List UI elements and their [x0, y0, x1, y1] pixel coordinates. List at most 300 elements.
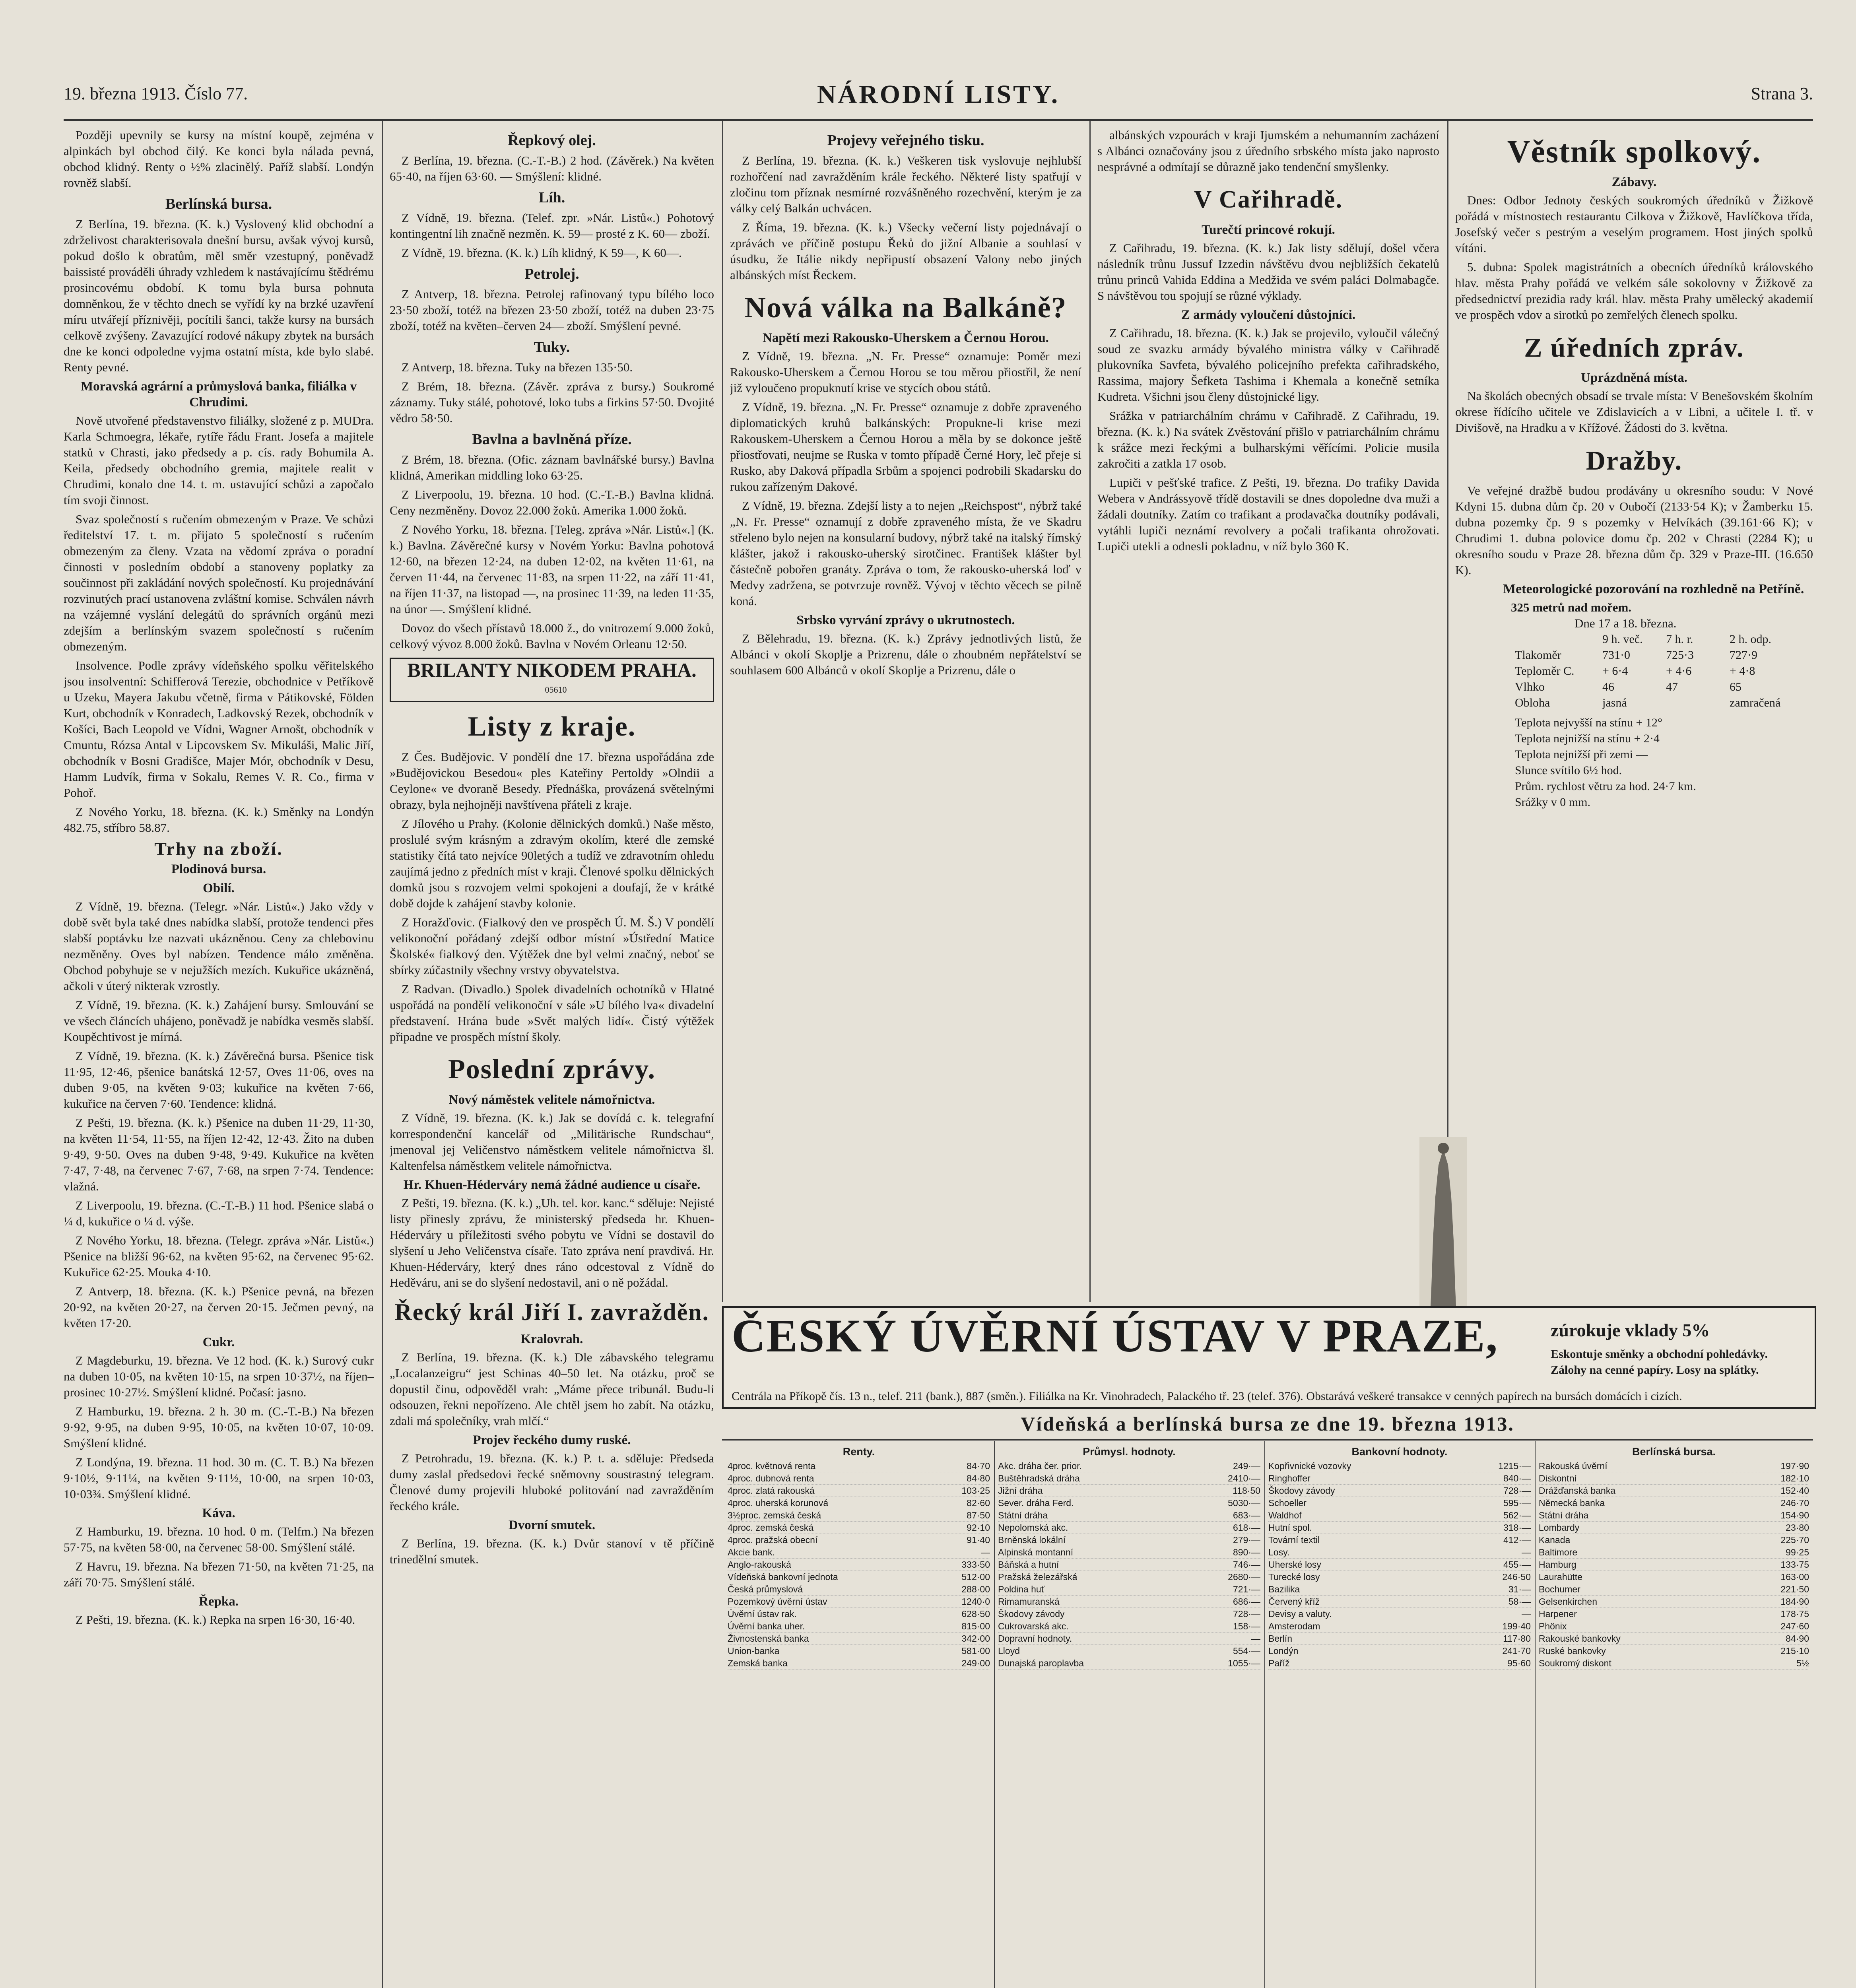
- bourse-security-name: Drážďanská banka: [1539, 1485, 1616, 1496]
- bourse-row: [1268, 1657, 1531, 1670]
- bourse-security-name: Buštěhradská dráha: [998, 1473, 1080, 1483]
- bourse-security-name: Anglo-rakouská: [728, 1559, 791, 1570]
- column-divider: [1447, 121, 1448, 1302]
- bourse-security-name: Poldina huť: [998, 1584, 1045, 1594]
- bourse-price: 279·—: [1233, 1535, 1260, 1545]
- bourse-row: [1268, 1472, 1531, 1485]
- bourse-security-name: Červený kříž: [1268, 1596, 1320, 1607]
- article-paragraph: Z Nového Yorku, 18. března. (K. k.) Směnky na Londýn 482.75, stříbro 58.87.: [64, 805, 374, 835]
- article-paragraph: Z Pešti, 19. března. (K. k.) Repka na srpen 16·30, 16·40.: [76, 1613, 355, 1627]
- article-paragraph: Z Cařihradu, 19. března. (K. k.) Jak listy sdělují, došel včera následník trůnu Jussuf Izzedin návštěvu dvou nejbližších čekatelů trůnu princů Vahida Eddina a Medžida ve svém paláci Dolmabagče. S návštěvou tou spojují se různé výklady.: [1097, 241, 1439, 303]
- weather-note: Srážky v 0 mm.: [1515, 796, 1590, 809]
- bourse-security-name: Škodovy závody: [998, 1609, 1065, 1619]
- bourse-security-name: 3½proc. zemská česká: [728, 1510, 821, 1520]
- article-paragraph: Svaz společností s ručením obmezeným v Praze. Ve schůzi ředitelství 17. t. m. přijato 5 společností s ručením obmezeným za členy. Vzata na vědomí zpráva o poradní činnosti v posledním období a stanoveny poplatky za součinnost při zakládání nových společností. Ku projednávání rozvinutých prací ustanovena zvláštní komise. Schválen návrh na vzájemné vyslání delegátů do správních orgánů mezi zdejším a berlínským svazem společností s ručením obmezeným.: [64, 512, 374, 653]
- bourse-security-name: Turecké losy: [1268, 1572, 1320, 1582]
- article-paragraph: Z Bělehradu, 19. března. (K. k.) Zprávy jednotlivých listů, že Albánci v okolí Skoplje a Prizrenu, dále o zhoubném nepřátelství se souhlasem 600 Albánců v okolí Skoplje a Prizrenu, dále o: [730, 631, 1081, 677]
- bourse-price: 1215·—: [1498, 1461, 1531, 1471]
- article-paragraph: Z Pešti, 19. března. (K. k.) „Uh. tel. kor. kanc.“ sděluje: Nejisté listy přinesly zprávu, že ministerský předseda hr. Khuen-Héderváry u příležitosti svého pobytu ve Vídni se dostavil do slyšení u Jeho Veličenstva císaře. Tato zpráva není pravdivá. Hr. Khuen-Héderváry, který dnes ráno odcestoval z Vídně do Heděváru, ani se do slyšení nedostavil, ani o ně požádal.: [390, 1196, 714, 1289]
- article-paragraph: Z Cařihradu, 18. března. (K. k.) Jak se projevilo, vyloučil válečný soud ze svazku armády bývalého ministra války v Cařihradě plukovníka Savfeta, bývalého policejního prefekta cařihradského, Rassima, majory Šefketa Tashima i Khemala a konečně setníka Kudreta. Všichni jsou členy důstojnické ligy.: [1097, 326, 1439, 404]
- bourse-price: 1240·0: [961, 1596, 990, 1607]
- article-paragraph: Nově utvořené představenstvo filiálky, složené z p. MUDra. Karla Schmoegra, lékaře, rytíře řádu Frant. Josefa a majitele statků v Chrasti, jako předsedy a p. cís. rady Bohumila A. Keila, předsedy obchodního gremia, majitele realit v Chrudimi, konalo dne 14. t. m. ustavující schůzi a započalo tím svoji činnost.: [64, 414, 374, 507]
- bourse-security-name: Laurahütte: [1539, 1572, 1582, 1582]
- article-paragraph: Z Pešti, 19. března. (K. k.) Pšenice na duben 11·29, 11·30, na květen 11·54, 11·55, na říjen 12·42, 12·43. Žito na duben 9·49, 9·50. Oves na duben 9·48, 9·49. Kukuřice na květen 7·47, 7·48, na červenec 7·67, 7·68, na srpen 7·74. Tendence: vlažná.: [64, 1116, 374, 1193]
- article-paragraph: Z Brém, 18. března. (Závěr. zpráva z bursy.) Soukromé záznamy. Tuky stálé, pohotové, loko tubs a firkins 57·50. Dvojité vědro 58·50.: [390, 379, 714, 425]
- bourse-rows: [998, 1460, 1260, 1670]
- bourse-row: [998, 1559, 1260, 1571]
- bourse-price: 728·—: [1233, 1609, 1260, 1619]
- bourse-security-name: Německá banka: [1539, 1498, 1605, 1508]
- bourse-security-name: 4proc. pražská obecní: [728, 1535, 818, 1545]
- bourse-row: [1268, 1485, 1531, 1497]
- column-divider: [1089, 121, 1091, 1302]
- banner-title: ČESKÝ ÚVĚRNÍ ÚSTAV V PRAZE,: [732, 1310, 1499, 1362]
- bourse-price: 840·—: [1503, 1473, 1531, 1483]
- bourse-price: 241·70: [1502, 1646, 1531, 1656]
- newspaper-title: NÁRODNÍ LISTY.: [817, 80, 1060, 109]
- bourse-price: 87·50: [967, 1510, 990, 1520]
- bourse-row: [1268, 1509, 1531, 1522]
- article-paragraph: Z Liverpoolu, 19. března. (C.-T.-B.) 11 hod. Pšenice slabá o ¼ d, kukuřice o ¼ d. výše.: [64, 1198, 374, 1228]
- bourse-row: [1539, 1596, 1809, 1608]
- article-paragraph: Z Londýna, 19. března. 11 hod. 30 m. (C. T. B.) Na březen 9·10½, 9·11¼, na květen 9·11½, 10·00, na srpen 10·03, 10·03¾. Smýšlení klidné.: [64, 1455, 374, 1501]
- section-heading: Berlínská bursa.: [165, 196, 272, 212]
- bourse-security-name: Soukromý diskont: [1539, 1658, 1611, 1668]
- bourse-security-name: Bazilika: [1268, 1584, 1300, 1594]
- ad-text: BRILANTY NIKODEM PRAHA.: [407, 659, 697, 681]
- bourse-security-name: Vídeňská bankovní jednota: [728, 1572, 838, 1582]
- bourse-security-name: Amsterodam: [1268, 1621, 1320, 1631]
- bourse-row: [728, 1633, 990, 1645]
- bourse-row: [998, 1497, 1260, 1509]
- bourse-price: 84·80: [967, 1473, 990, 1483]
- weather-note: Teplota nejnižší na stínu + 2·4: [1515, 732, 1660, 745]
- weather-date: Dne 17 a 18. března.: [1574, 616, 1677, 630]
- article-paragraph: Z Antverp, 18. března. (K. k.) Pšenice pevná, na březen 20·92, na květen 20·27, na červen 20·15. Ječmen pevný, na květen 17·20.: [64, 1284, 374, 1330]
- bourse-price: 728·—: [1503, 1485, 1531, 1496]
- bourse-security-name: Státní dráha: [1539, 1510, 1589, 1520]
- bourse-security-name: Paříž: [1268, 1658, 1290, 1668]
- weather-hour: 2 h. odp.: [1730, 633, 1771, 646]
- bourse-price: 182·10: [1780, 1473, 1809, 1483]
- bourse-row: [1539, 1460, 1809, 1472]
- bourse-security-name: Lloyd: [998, 1646, 1020, 1656]
- article-paragraph: Z Jílového u Prahy. (Kolonie dělnických domků.) Naše město, proslulé svým krásným a zdravým okolím, které dle zemské statistiky čítá tato nejvíce 90letých a tudíž ve zdravotním ohledu zaujímá jedno z předních míst v kraji. Členové spolku dělnických domků jsou s rozvojem velmi spokojeni a doufají, že v krátké době dojde k zahájení stavby kolonie.: [390, 817, 714, 910]
- bourse-row: [1539, 1534, 1809, 1546]
- section-heading: Řecký král Jiří I. zavražděn.: [394, 1299, 709, 1325]
- bourse-row: [728, 1546, 990, 1559]
- article-paragraph: Z Vídně, 19. března. (K. k.) Jak se dovídá c. k. telegrafní korrespondenční kancelář od „Militärische Rundschau“, jmenoval jej Veličenstvo náměstkem velitele námořnictva šl. Kaltenfelsa náměstkem velitele námořnictva.: [390, 1111, 714, 1173]
- bourse-security-name: Schoeller: [1268, 1498, 1307, 1508]
- bourse-price: 215·10: [1780, 1646, 1809, 1656]
- bourse-row: [728, 1522, 990, 1534]
- bourse-row: [1539, 1559, 1809, 1571]
- bourse-price: 333·50: [961, 1559, 990, 1570]
- weather-row: Obloha jasná zamračená: [1515, 696, 1781, 709]
- bourse-column-heading: Berlínská bursa.: [1632, 1446, 1716, 1458]
- bourse-row: [998, 1645, 1260, 1657]
- bourse-row: [728, 1596, 990, 1608]
- bourse-price: 746·—: [1233, 1559, 1260, 1570]
- bourse-row: [1539, 1485, 1809, 1497]
- issue-date: 19. března 1913. Číslo 77.: [64, 84, 248, 103]
- bourse-security-name: Úvěrní banka uher.: [728, 1621, 805, 1631]
- bourse-price: 288·00: [961, 1584, 990, 1594]
- article-paragraph: Z Berlína, 19. března. (C.-T.-B.) 2 hod. (Závěrek.) Na květen 65·40, na říjen 63·60. — Smýšlení: klidné.: [390, 153, 714, 183]
- bourse-row: [1539, 1571, 1809, 1583]
- banner-line: Zálohy na cenné papíry. Losy na splátky.: [1551, 1363, 1759, 1376]
- weather-hours-row: [1515, 631, 1813, 647]
- bourse-security-name: Uherské losy: [1268, 1559, 1321, 1570]
- bourse-column-renty: [728, 1443, 990, 1988]
- bourse-security-name: Lombardy: [1539, 1522, 1580, 1533]
- bourse-row: [728, 1472, 990, 1485]
- article-heading: Projev řeckého dumy ruské.: [473, 1433, 631, 1447]
- section-subheading: Cukr.: [202, 1335, 235, 1349]
- bourse-price: 5030·—: [1228, 1498, 1260, 1508]
- weather-heading: Meteorologické pozorování na rozhledně na Petříně.: [1503, 582, 1804, 596]
- bourse-price: 82·60: [967, 1498, 990, 1508]
- column-2: [390, 127, 714, 1988]
- article-heading: Dvorní smutek.: [508, 1518, 596, 1532]
- bourse-row: [998, 1485, 1260, 1497]
- bourse-row: [1539, 1472, 1809, 1485]
- bourse-price: 249·00: [961, 1658, 990, 1668]
- bourse-security-name: Phönix: [1539, 1621, 1567, 1631]
- bourse-row: [728, 1620, 990, 1633]
- bourse-security-name: Devisy a valuty.: [1268, 1609, 1332, 1619]
- bourse-price: 199·40: [1502, 1621, 1531, 1631]
- bourse-price: 103·25: [961, 1485, 990, 1496]
- bourse-price: 455·—: [1503, 1559, 1531, 1570]
- article-paragraph: Z Vídně, 19. března. „N. Fr. Presse“ oznamuje: Poměr mezi Rakousko-Uherskem a Černou Horou se tou měrou přiostřil, že není již vyloučeno propuknutí krise ve stycích obou států.: [730, 349, 1081, 395]
- bourse-price: 58·—: [1508, 1596, 1531, 1607]
- bourse-row: [1539, 1620, 1809, 1633]
- column-divider: [722, 121, 723, 1302]
- section-heading: Líh.: [538, 189, 565, 206]
- article-paragraph: Z Vídně, 19. března. (Telef. zpr. »Nár. Listů«.) Pohotový kontingentní lih značně nezměn. K. 59— prosté z K. 60— zboží.: [390, 211, 714, 241]
- bourse-security-name: 4proc. zemská česká: [728, 1522, 814, 1533]
- bourse-price: 152·40: [1780, 1485, 1809, 1496]
- bourse-price: 2410·—: [1228, 1473, 1260, 1483]
- bourse-row: [728, 1657, 990, 1670]
- section-heading: Listy z kraje.: [468, 711, 636, 742]
- bourse-rows: [1539, 1460, 1809, 1670]
- bourse-security-name: Londýn: [1268, 1646, 1299, 1656]
- column-5: [1455, 127, 1813, 1296]
- banner-footer: Centrála na Příkopě čís. 13 n., telef. 211 (bank.), 887 (směn.). Filiálka na Kr. Vinohradech, Palackého tř. 23 (telef. 376). Obstarává veškeré transakce v cenných papírech na bursách domácích i cizích.: [732, 1390, 1682, 1403]
- bourse-row: [1539, 1645, 1809, 1657]
- bourse-row: [728, 1497, 990, 1509]
- page-number: Strana 3.: [1751, 84, 1813, 103]
- bourse-price: 595·—: [1503, 1498, 1531, 1508]
- article-paragraph: Z Vídně, 19. března. (Telegr. »Nár. Listů«.) Jako vždy v době svět byla také dnes nabídka slabší, protože tendenci přes slabší poptávku lze nazvati ukázněnou. Ceny za chlebovinu nezměněny. Oves byl nabízen. Tendence málo změněna. Obchod pobyhuje se v nejužších mezích. Kukuřice ukázněná, ačkoli v úterý nikterak vzrostly.: [64, 899, 374, 993]
- article-paragraph: Z Nového Yorku, 18. března. (Telegr. zpráva »Nár. Listů«.) Pšenice na bližší 96·62, na květen 95·62, na červenec 95·62. Kukuřice 62·25. Mouka 4·10.: [64, 1233, 374, 1279]
- article-heading: Z armády vyloučení důstojníci.: [1181, 308, 1356, 322]
- weather-hour: 9 h. več.: [1602, 633, 1643, 646]
- bourse-security-name: Brněnská lokální: [998, 1535, 1066, 1545]
- bourse-row: [998, 1596, 1260, 1608]
- bourse-price: —: [981, 1547, 990, 1557]
- bourse-row: [1268, 1571, 1531, 1583]
- weather-note: Slunce svítilo 6½ hod.: [1515, 764, 1622, 777]
- bourse-security-name: Státní dráha: [998, 1510, 1048, 1520]
- section-subheading: Plodinová bursa.: [171, 862, 266, 876]
- bourse-row: [1539, 1633, 1809, 1645]
- article-heading: Hr. Khuen-Héderváry nemá žádné audience u císaře.: [403, 1178, 701, 1192]
- weather-note: Teplota nejvyšší na stínu + 12°: [1515, 716, 1662, 729]
- article-paragraph: Dnes: Odbor Jednoty českých soukromých úředníků v Žižkově pořádá v místnostech restaurantu Cilkova v Žižkově, Havlíčkova třída, Josefský večer s pestrým a veselým programem. Host jiných spolků vítáni.: [1455, 193, 1813, 255]
- bourse-row: [1539, 1546, 1809, 1559]
- bourse-row: [1539, 1522, 1809, 1534]
- bourse-price: —: [1522, 1609, 1531, 1619]
- bourse-price: 221·50: [1780, 1584, 1809, 1594]
- bourse-row: [998, 1608, 1260, 1620]
- bourse-security-name: Tovární textil: [1268, 1535, 1320, 1545]
- bourse-price: —: [1251, 1633, 1260, 1644]
- bourse-price: 686·—: [1233, 1596, 1260, 1607]
- bourse-price: 84·90: [1786, 1633, 1809, 1644]
- table-divider: [994, 1441, 995, 1988]
- bourse-security-name: Bochumer: [1539, 1584, 1580, 1594]
- article-paragraph: Lupiči v pešťské trafice. Z Pešti, 19. března. Do trafiky Davida Webera v Andrássyově třídě dostavili se dnes dopoledne dva muži a žádali doutníky. Zatím co trafikant a prodavačka doutníky podávali, vytáhli lupiči neznámí revolvery a počali trafikanta ohrožovati. Lupiči utekli a odnesli pokladnu, v níž bylo 360 K.: [1097, 476, 1439, 553]
- bourse-price: 95·60: [1507, 1658, 1531, 1668]
- bourse-row: [998, 1509, 1260, 1522]
- bourse-row: [1268, 1497, 1531, 1509]
- article-paragraph: Z Vídně, 19. března. (K. k.) Zahájení bursy. Smlouvání se ve všech článcích uhájeno, poněvadž je nabídka vesměs slabší. Koupěchtivost je mírná.: [64, 998, 374, 1044]
- bourse-price: 342·00: [961, 1633, 990, 1644]
- article-paragraph: Z Berlína, 19. března. (K. k.) Veškeren tisk vyslovuje nejhlubší rozhořčení nad zavražděním krále řeckého. Některé listy spatřují v zločinu tom příznak nesmírné rozvášněného rozechvění, kterým je za války celý Balkán uchvácen.: [730, 153, 1081, 215]
- article-heading: Moravská agrární a průmyslová banka, filiálka v Chrudimi.: [81, 379, 357, 410]
- article-paragraph: Z Hamburku, 19. března. 2 h. 30 m. (C.-T.-B.) Na březen 9·92, 9·95, na duben 9·95, 10·05, na květen 10·07, 10·09. Smýšlení klidné.: [64, 1404, 374, 1450]
- article-paragraph: Na školách obecných obsadí se trvale místa: V Benešovském školním okrese řídícího učitele ve Zdislavicích a v Libni, a učitele I. tř. v Divišově, na Hradku a v Křížové. Žádosti do 3. května.: [1455, 389, 1813, 435]
- article-paragraph: Z Hamburku, 19. března. 10 hod. 0 m. (Telfm.) Na březen 57·75, na květen 58·00, na červenec 58·00. Smýšlení stálé.: [64, 1524, 374, 1554]
- bourse-price: 23·80: [1786, 1522, 1809, 1533]
- bourse-security-name: Nepolomská akc.: [998, 1522, 1068, 1533]
- bourse-row: [728, 1534, 990, 1546]
- bourse-row: [1539, 1583, 1809, 1596]
- bourse-row: [728, 1485, 990, 1497]
- weather-altitude: 325 metrů nad mořem.: [1511, 600, 1632, 614]
- section-heading: V Cařihradě.: [1194, 186, 1343, 213]
- bourse-price: —: [1522, 1547, 1531, 1557]
- bourse-price: 92·10: [967, 1522, 990, 1533]
- section-heading: Nová válka na Balkáně?: [744, 291, 1067, 324]
- bourse-row: [728, 1559, 990, 1571]
- article-paragraph: Z Berlína, 19. března. (K. k.) Vyslovený klid obchodní a zdrželivost charakterisovala dnešní bursu, avšak vývoj kursů, pokud došlo k obratům, měl směr vzestupný, poněvadž baissisté prováděli úhrady vzhledem k nastávajícímu štědrému prosincovému období. K tomu byla bursa pohnuta domněnkou, že v těchto dnech se vyřídí ky na brzké uzavření míru utvářejí příznivěji, pocítili šanci, takže kursy na bursách celkově zvýšeny. Zavazující rodové nákupy zbytek na bursách dne ke konci odpoledne vyjma ostatní místa, kde bylo slabé. Renty pevné.: [64, 217, 374, 374]
- article-paragraph: Z Horažďovic. (Fialkový den ve prospěch Ú. M. Š.) V pondělí velikonoční pořádaný zdejší odbor místní »Ústřední Matice Školské« fialkový den. Výtěžek dne byl velmi značný, neboť se sbírky zúčastnily všechny vrstvy obyvatelstva.: [390, 915, 714, 977]
- bourse-security-name: Báňská a hutní: [998, 1559, 1059, 1570]
- bourse-security-name: Alpinská montanní: [998, 1547, 1074, 1557]
- bourse-price: 178·75: [1780, 1609, 1809, 1619]
- weather-row: Teploměr C. + 6·4 + 4·6 + 4·8: [1515, 664, 1755, 678]
- bourse-security-name: Kopřivnické vozovky: [1268, 1461, 1351, 1471]
- bourse-security-name: Živnostenská banka: [728, 1633, 809, 1644]
- bourse-row: [1268, 1596, 1531, 1608]
- bourse-security-name: Losy.: [1268, 1547, 1290, 1557]
- bourse-row: [998, 1583, 1260, 1596]
- bourse-row: [998, 1460, 1260, 1472]
- bourse-price: 5½: [1796, 1658, 1809, 1668]
- bourse-price: 318·—: [1503, 1522, 1531, 1533]
- column-divider: [382, 121, 383, 1988]
- weather-note: Prům. rychlost větru za hod. 24·7 km.: [1515, 780, 1696, 793]
- bourse-price: 512·00: [961, 1572, 990, 1582]
- article-paragraph: Z Radvan. (Divadlo.) Spolek divadelních ochotníků v Hlatné uspořádá na pondělí velikonoční v sále »U bílého lva« divadelní představení. Hrána bude »Svět malých lidí«. Čistý výtěžek připadne ve prospěch místní školy.: [390, 982, 714, 1044]
- weather-row: Vlhko 46 47 65: [1515, 680, 1741, 693]
- bourse-security-name: Sever. dráha Ferd.: [998, 1498, 1074, 1508]
- bourse-row: [998, 1633, 1260, 1645]
- article-heading: Kralovrah.: [520, 1332, 583, 1346]
- article-paragraph: Z Berlína, 19. března. (K. k.) Dle zábavského telegramu „Localanzeigru“ jest Schinas 40–50 let. Na otázku, proč se dopustil činu, odpověděl vrah: „Máme přece tribunál. Budu-li odsouzen, řekni nepořízeno. Ale chtěl jsem ho zabít. Na otázku, zdali má společníky, vrah mlčí.“: [390, 1350, 714, 1428]
- bourse-security-name: 4proc. květnová renta: [728, 1461, 816, 1471]
- bourse-security-name: Dunajská paroplavba: [998, 1658, 1084, 1668]
- article-paragraph: Z Vídně, 19. března. „N. Fr. Presse“ oznamuje z dobře zpraveného diplomatických kruhů balkánských: Propukne-li krise mezi Rakouskem-Uherskem a Černou Horou a měla by se dokonce ještě přiostřovati, neujme se Ruska v tomto případě Černé Hory, leč přeje si Rusko, aby Daková případla Srbům a spojenci podrobili Skadarsku do rukou zařízeným Dakové.: [730, 400, 1081, 493]
- bourse-security-name: Diskontní: [1539, 1473, 1577, 1483]
- bourse-price: 31·—: [1508, 1584, 1531, 1594]
- ad-number: 05610: [545, 685, 567, 695]
- bourse-security-name: Jižní dráha: [998, 1485, 1043, 1496]
- bourse-row: [1268, 1559, 1531, 1571]
- article-paragraph: Z Čes. Budějovic. V pondělí dne 17. března uspořádána zde »Budějovickou Besedou« ples Kateřiny Pertoldy »Olndii a Ceylone« ve dvoraně Besedy. Přednáška, provázená světelnými obrazy, byla nejhojněji navštívena přáteli z kraje.: [390, 750, 714, 812]
- bourse-price: 225·70: [1780, 1535, 1809, 1545]
- bourse-price: 118·50: [1233, 1485, 1260, 1496]
- article-heading: Napětí mezi Rakousko-Uherskem a Černou Horou.: [763, 331, 1049, 345]
- bourse-row: [998, 1546, 1260, 1559]
- article-paragraph: Z Havru, 19. března. Na březen 71·50, na květen 71·25, na září 70·75. Smýšlení stálé.: [64, 1559, 374, 1589]
- bourse-security-name: Úvěrní ústav rak.: [728, 1609, 797, 1619]
- bourse-price: 618·—: [1233, 1522, 1260, 1533]
- bourse-security-name: Gelsenkirchen: [1539, 1596, 1598, 1607]
- bourse-row: [728, 1460, 990, 1472]
- section-subheading: Zábavy.: [1611, 175, 1657, 189]
- bourse-security-name: Cukrovarská akc.: [998, 1621, 1069, 1631]
- article-paragraph: Z Brém, 18. března. (Ofic. záznam bavlnářské bursy.) Bavlna klidná, Amerikan middling loko 63·25.: [390, 452, 714, 482]
- bourse-security-name: Rakouská úvěrní: [1539, 1461, 1607, 1471]
- section-heading: Trhy na zboží.: [154, 839, 283, 859]
- column-4: [1097, 127, 1439, 1296]
- article-paragraph: albánských vzpourách v kraji Ijumském a nehumanním zacházení s Albánci označovány jsou z úředního srbského místa jako naprosto nesprávné a odmítají se důrazně jako tendenční smyšlenky.: [1097, 128, 1439, 174]
- section-subheading: Řepka.: [199, 1594, 239, 1609]
- article-paragraph: Ve veřejné dražbě budou prodávány u okresního soudu: V Nové Kdyni 15. dubna dům čp. 20 v Oubočí (2133·54 K); v Žamberku 15. dubna pozemky čp. 9 s pozemky v Helvíkách (39.161·66 K); v Chrudimi 1. dubna polovice domu čp. 202 v Chrasti (2284 K); u okresního soudu v Praze 28. března dům čp. 329 v Praze-III. (16.650 K).: [1455, 483, 1813, 577]
- bourse-row: [728, 1608, 990, 1620]
- bourse-security-name: Rimamuranská: [998, 1596, 1060, 1607]
- bourse-price: 1055·—: [1228, 1658, 1260, 1668]
- bourse-price: 184·90: [1780, 1596, 1809, 1607]
- bourse-price: 683·—: [1233, 1510, 1260, 1520]
- bourse-security-name: Akc. dráha čer. prior.: [998, 1461, 1082, 1471]
- article-heading: Nový náměstek velitele námořnictva.: [448, 1093, 655, 1107]
- section-subheading: Obilí.: [203, 881, 235, 895]
- bourse-security-name: Škodovy závody: [1268, 1485, 1335, 1496]
- masthead-rule: [64, 119, 1813, 121]
- bourse-row: [1268, 1522, 1531, 1534]
- bourse-security-name: 4proc. uherská korunová: [728, 1498, 829, 1508]
- bourse-security-name: Zemská banka: [728, 1658, 788, 1668]
- bourse-price: 91·40: [967, 1535, 990, 1545]
- bourse-price: 628·50: [961, 1609, 990, 1619]
- article-paragraph: Insolvence. Podle zprávy vídeňského spolku věřitelského jsou insolventní: Schifferová Terezie, obchodnice v Petříkově u Uzeku, Mayera Jakubu včetně, firma v Pátikovské, Földen Kurt, obchodník v Konradech, Ladkovský Rezek, obchodník v Košíci, Bach Leopold ve Vídni, Wagner Arnošt, obchodník v Cmuntu, Rózsa Antal v Lipcovskem Sv. Mikuláši, Malic Jiří, obchodník v Bosni Gradišce, Majer Mór, obchodník v Desu, Hamm Ludvík, firma v Sokalu, Remes V. R. Co., firma v Pohoř.: [64, 658, 374, 800]
- bourse-price: 890·—: [1233, 1547, 1260, 1557]
- bourse-security-name: Pozemkový úvěrní ústav: [728, 1596, 827, 1607]
- bourse-price: 246·70: [1780, 1498, 1809, 1508]
- bourse-row: [1539, 1657, 1809, 1670]
- article-paragraph: Z Antverp, 18. března. Petrolej rafinovaný typu bílého loco 23·50 zboží, totéž na březen 23·50 zboží, totéž na duben 23·75 zboží, totéž na květen–červen 24— zboží. Smýšlení pevné.: [390, 287, 714, 333]
- bourse-row: [1539, 1509, 1809, 1522]
- bourse-price: 721·—: [1233, 1584, 1260, 1594]
- bourse-price: 133·75: [1780, 1559, 1809, 1570]
- bourse-security-name: Baltimore: [1539, 1547, 1578, 1557]
- bourse-price: 2680·—: [1228, 1572, 1260, 1582]
- section-heading: Z úředních zpráv.: [1524, 332, 1744, 363]
- bourse-price: 84·70: [967, 1461, 990, 1471]
- article-paragraph: Z Říma, 19. března. (K. k.) Všecky večerní listy pojednávají o zprávách ve příčině postupu Řeků do jižní Albanie a souhlasí v úsudku, že Itálie nikdy nepřipustí obsazení Valony nebo jiných albánských míst Řeckem.: [730, 220, 1081, 282]
- bourse-security-name: Union-banka: [728, 1646, 780, 1656]
- bourse-rows: [728, 1460, 990, 1670]
- article-paragraph: Později upevnily se kursy na místní koupě, zejména v alpinkách byl obchod čilý. Ke konci byla nálada pevná, obchod klidný. Renty o ½% zlacinělý. Paříž slabší. Londýn rovněž slabší.: [64, 128, 374, 190]
- bourse-row: [728, 1645, 990, 1657]
- banner-line: Eskontuje směnky a obchodní pohledávky.: [1551, 1347, 1768, 1361]
- article-paragraph: Z Antverp, 18. března. Tuky na březen 135·50.: [402, 360, 633, 374]
- bourse-security-name: Ringhoffer: [1268, 1473, 1310, 1483]
- column-3: [730, 127, 1081, 1296]
- bourse-security-name: Waldhof: [1268, 1510, 1302, 1520]
- article-heading: Srbsko vyrvání zprávy o ukrutnostech.: [796, 613, 1015, 627]
- bourse-row: [1268, 1620, 1531, 1633]
- bourse-column-prumysl: [998, 1443, 1260, 1988]
- bourse-column-heading: Renty.: [843, 1446, 875, 1458]
- bourse-price: 154·90: [1780, 1510, 1809, 1520]
- article-paragraph: Srážka v patriarchálním chrámu v Cařihradě. Z Cařihradu, 19. března. (K. k.) Na svátek Zvěstování přišlo v patriarchálním chrámu k srážce mezi řeckými a bulharskými věřícími. Policie musila zakročiti a zatkla 17 osob.: [1097, 409, 1439, 470]
- masthead: [64, 80, 1813, 115]
- column-1: [64, 127, 374, 1988]
- section-heading: Věstník spolkový.: [1507, 134, 1761, 169]
- bourse-security-name: Harpener: [1539, 1609, 1577, 1619]
- bourse-security-name: Pražská železářská: [998, 1572, 1077, 1582]
- bourse-row: [1268, 1608, 1531, 1620]
- bourse-price: 815·00: [961, 1621, 990, 1631]
- article-paragraph: Z Berlína, 19. března. (K. k.) Dvůr stanoví v tě příčině trinedělní smutek.: [390, 1536, 714, 1566]
- bourse-row: [998, 1522, 1260, 1534]
- bourse-price: 581·00: [961, 1646, 990, 1656]
- bourse-security-name: 4proc. dubnová renta: [728, 1473, 814, 1483]
- bourse-price: 117·80: [1503, 1633, 1531, 1644]
- bourse-column-heading: Průmysl. hodnoty.: [1083, 1446, 1176, 1458]
- weather-note: Teplota nejnižší při zemi —: [1515, 748, 1648, 761]
- bourse-row: [728, 1509, 990, 1522]
- bourse-column-heading: Bankovní hodnoty.: [1351, 1446, 1448, 1458]
- bourse-row: [1268, 1546, 1531, 1559]
- banner-rate: zúrokuje vklady 5%: [1551, 1320, 1710, 1340]
- bourse-price: 412·—: [1503, 1535, 1531, 1545]
- bourse-price: 246·50: [1502, 1572, 1531, 1582]
- section-heading: Řepkový olej.: [508, 132, 596, 149]
- bank-advertisement-banner: [722, 1306, 1816, 1409]
- section-heading: Petrolej.: [524, 266, 579, 282]
- bourse-row: [998, 1657, 1260, 1670]
- article-paragraph: Z Vídně, 19. března. (K. k.) Závěrečná bursa. Pšenice tisk 11·95, 12·46, pšenice banátská 12·57, Oves 11·06, oves na duben 9·05, na květen 9·03; kukuřice na květen 7·66, kukuřice na červen 7·60. Tendence: klidná.: [64, 1049, 374, 1110]
- bourse-column-bank: [1268, 1443, 1531, 1988]
- article-paragraph: Z Vídně, 19. března. (K. k.) Líh klidný, K 59—, K 60—.: [402, 246, 682, 260]
- bourse-price: 562·—: [1503, 1510, 1531, 1520]
- bourse-row: [1268, 1460, 1531, 1472]
- table-divider: [1264, 1441, 1265, 1988]
- bourse-row: [1539, 1608, 1809, 1620]
- bourse-row: [1268, 1583, 1531, 1596]
- bourse-security-name: Česká průmyslová: [728, 1584, 803, 1594]
- article-paragraph: Z Magdeburku, 19. března. Ve 12 hod. (K. k.) Surový cukr na duben 10·05, na květen 10·15, na srpen 10·37½, na říjen–prosinec 10·27½. Smýšlení klidné. Počasí: jasno.: [64, 1353, 374, 1399]
- table-divider: [1535, 1441, 1536, 1988]
